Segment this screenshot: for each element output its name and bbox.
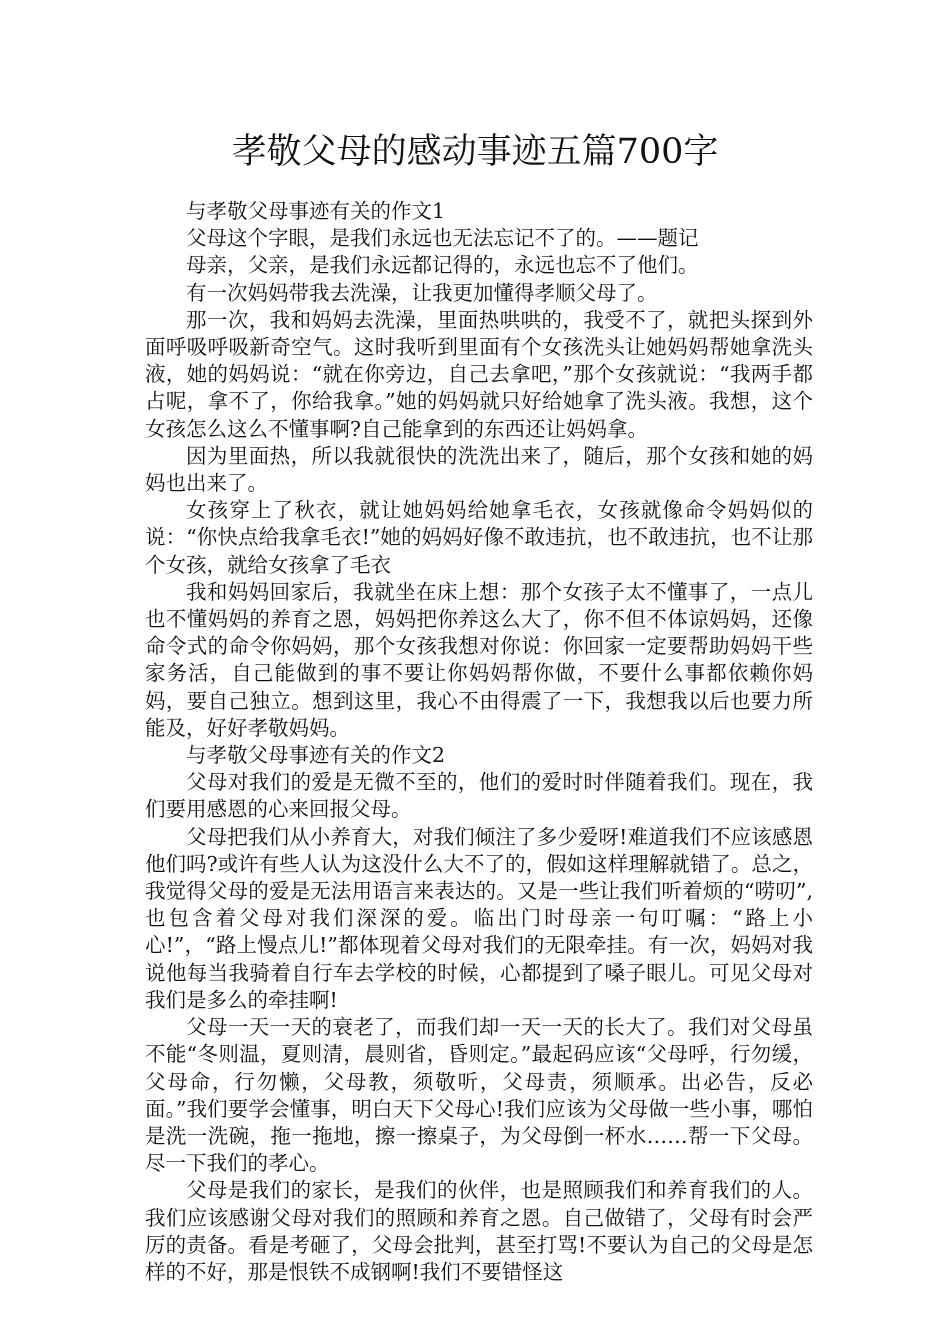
paragraph: 母亲，父亲，是我们永远都记得的，永远也忘不了他们。 xyxy=(186,253,699,278)
essay-1-heading: 与孝敬父母事迹有关的作文1 xyxy=(186,199,446,223)
paragraph: 父母把我们从小养育大，对我们倾注了多少爱呀!难道我们不应该感恩他们吗?或许有些人认为这没什么大不了的，假如这样理解就错了。总之，我觉得父母的爱是无法用语言来表达的。又是一些让我们听着烦的“唠叨”,也包含着父母对我们深深的爱。临出门时母亲一句叮嘱：“路上小心!”，“路上慢点儿!”都体现着父母对我们的无限牵挂。有一次，妈妈对我说他每当我骑着自行车去学校的时候，心都提到了嗓子眼儿。可见父母对我们是多么的牵挂啊! xyxy=(145,824,813,1012)
paragraph-epigraph: 父母这个字眼，是我们永远也无法忘记不了的。——题记 xyxy=(186,226,699,251)
essay-2-heading: 与孝敬父母事迹有关的作文2 xyxy=(186,743,446,768)
document-title: 孝敬父母的感动事迹五篇700字 xyxy=(231,132,719,172)
paragraph: 因为里面热，所以我就很快的洗洗出来了，随后，那个女孩和她的妈妈也出来了。 xyxy=(145,443,813,496)
paragraph: 我和妈妈回家后，我就坐在床上想：那个女孩子太不懂事了，一点儿也不懂妈妈的养育之恩，妈妈把你养这么大了，你不但不体谅妈妈，还像命令式的命令你妈妈，那个女孩我想对你说：你回家一定要帮助妈妈干些家务活，自己能做到的事不要让你妈妈帮你做，不要什么事都依赖你妈妈，要自己独立。想到这里，我心不由得震了一下，我想我以后也要力所能及，好好孝敬妈妈。 xyxy=(145,579,813,740)
paragraph: 有一次妈妈带我去洗澡，让我更加懂得孝顺父母了。 xyxy=(186,280,658,305)
paragraph: 父母对我们的爱是无微不至的，他们的爱时时伴随着我们。现在，我们要用感恩的心来回报父母。 xyxy=(145,770,813,822)
document-body xyxy=(145,198,813,1286)
paragraph: 父母一天一天的衰老了，而我们却一天一天的长大了。我们对父母虽不能“冬则温，夏则清，晨则省，昏则定。”最起码应该“父母呼，行勿缓，父母命，行勿懒，父母教，须敬听，父母责，须顺承。出必告，反必面。”我们要学会懂事，明白天下父母心!我们应该为父母做一些小事，哪怕是洗一洗碗，拖一拖地，擦一擦桌子，为父母倒一杯水……帮一下父母。尽一下我们的孝心。 xyxy=(145,1015,813,1176)
paragraph: 那一次，我和妈妈去洗澡，里面热哄哄的，我受不了，就把头探到外面呼吸呼吸新奇空气。这时我听到里面有个女孩洗头让她妈妈帮她拿洗头液，她的妈妈说：“就在你旁边，自己去拿吧，”那个女孩就说：“我两手都占呢，拿不了，你给我拿。”她的妈妈就只好给她拿了洗头液。我想，这个女孩怎么这么不懂事啊?自己能拿到的东西还让妈妈拿。 xyxy=(145,307,813,441)
paragraph: 父母是我们的家长，是我们的伙伴，也是照顾我们和养育我们的人。我们应该感谢父母对我们的照顾和养育之恩。自己做错了，父母有时会严厉的责备。看是考砸了，父母会批判，甚至打骂!不要认为自己的父母是怎样的不好，那是恨铁不成钢啊!我们不要错怪这 xyxy=(145,1178,813,1284)
paragraph: 女孩穿上了秋衣，就让她妈妈给她拿毛衣，女孩就像命令妈妈似的说：“你快点给我拿毛衣!”她的妈妈好像不敢违抗，也不敢违抗，也不让那个女孩，就给女孩拿了毛衣 xyxy=(145,498,813,577)
